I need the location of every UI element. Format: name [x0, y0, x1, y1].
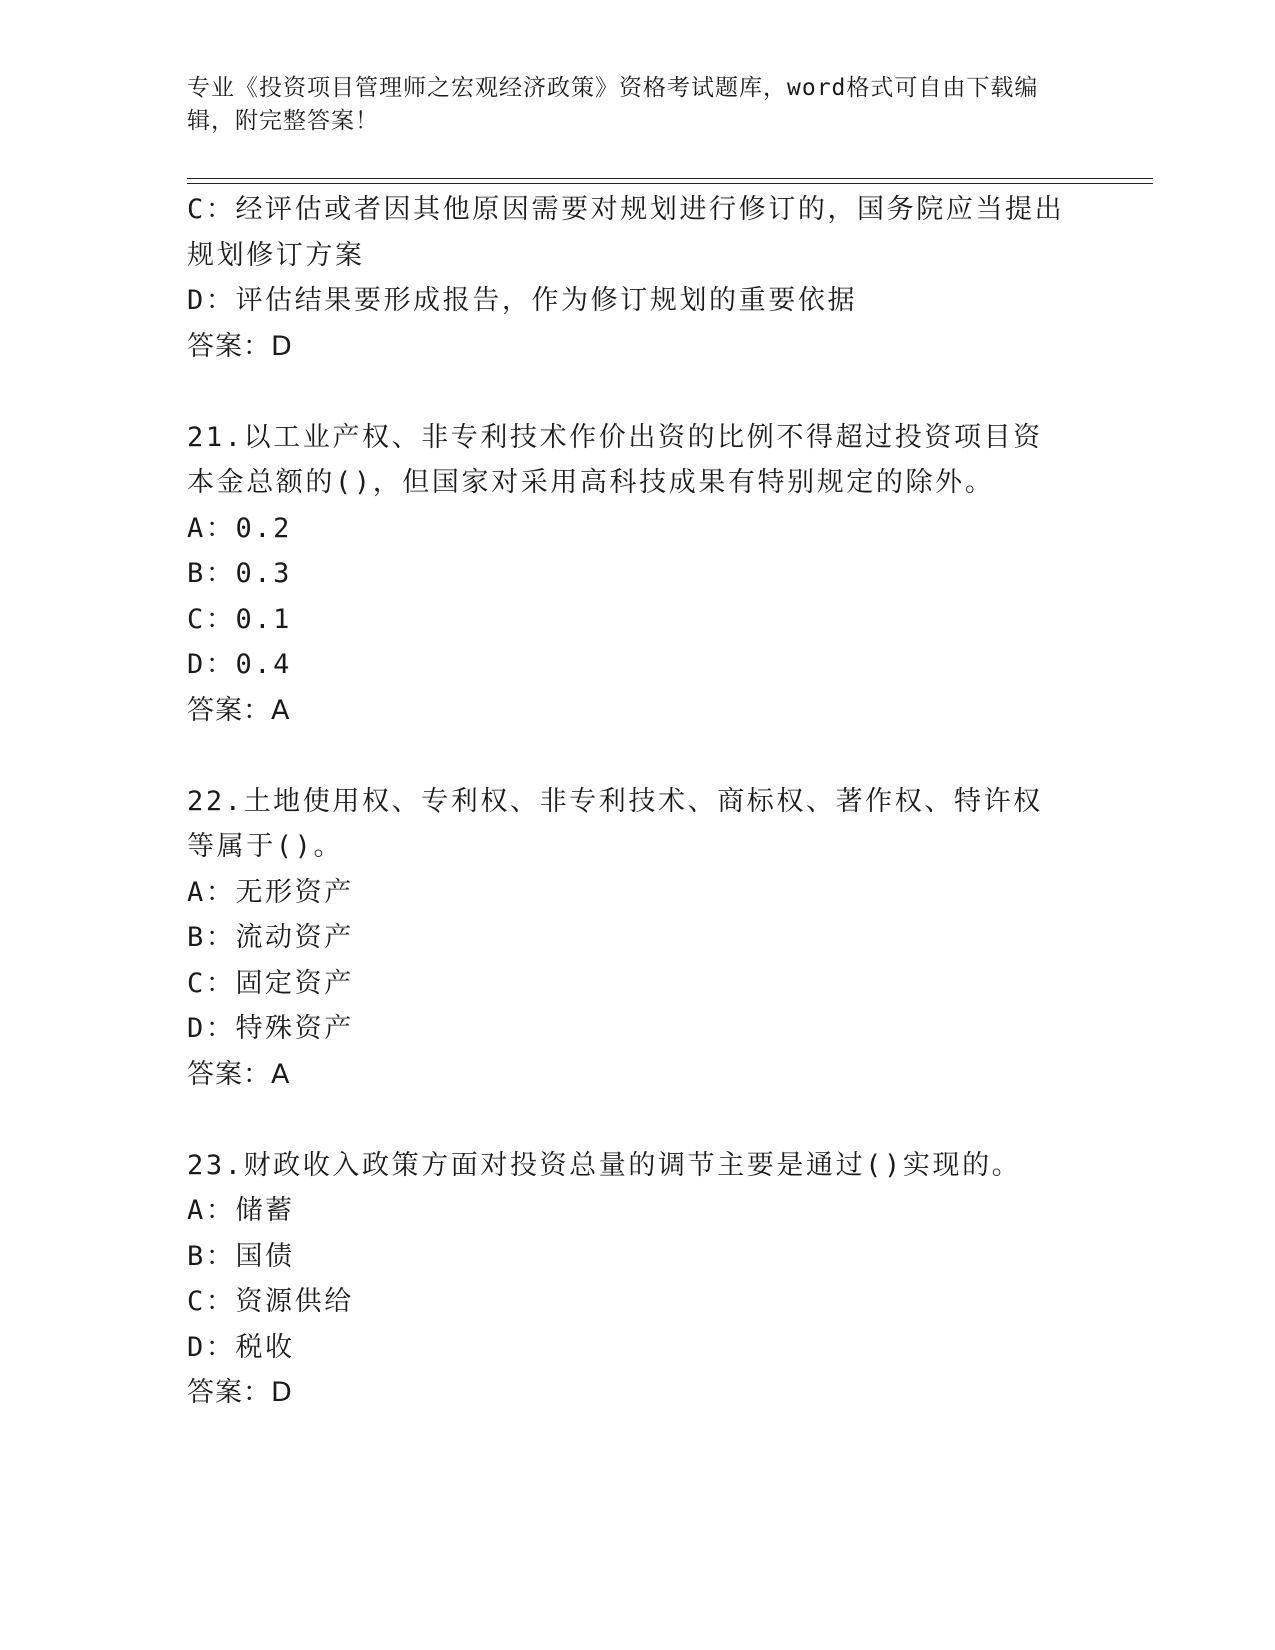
option-d: D：0.4: [187, 649, 293, 680]
option-a: A：无形资产: [187, 876, 354, 908]
spacer: [187, 1097, 1067, 1143]
question-stem: 23.财政收入政策方面对投资总量的调节主要是通过()实现的。: [187, 1149, 1022, 1181]
answer-line: 答案：D: [187, 330, 293, 362]
spacer: [187, 369, 1067, 415]
option-c: C：0.1: [187, 603, 293, 635]
option-b: B：国债: [187, 1240, 295, 1272]
question-block-20: [187, 187, 1067, 369]
answer-line: 答案：A: [187, 694, 291, 726]
option-b: B：0.3: [187, 558, 293, 589]
question-stem: 21.以工业产权、非专利技术作价出资的比例不得超过投资项目资本金总额的()，但国家对采用高科技成果有特别规定的除外。: [187, 421, 1043, 498]
question-content: [187, 187, 1067, 1416]
question-block-23: [187, 1143, 1067, 1416]
option-a: A：0.2: [187, 512, 293, 544]
option-c: C：经评估或者因其他原因需要对规划进行修订的，国务院应当提出规划修订方案: [187, 194, 1065, 271]
option-d: D：税收: [187, 1331, 295, 1363]
option-d: D：评估结果要形成报告，作为修订规划的重要依据: [187, 285, 858, 316]
answer-line: 答案：D: [187, 1377, 293, 1408]
option-c: C：资源供给: [187, 1286, 354, 1317]
option-a: A：储蓄: [187, 1195, 295, 1226]
option-b: B：流动资产: [187, 922, 354, 953]
option-d: D：特殊资产: [187, 1013, 354, 1044]
spacer: [187, 733, 1067, 779]
header-rule-top: [187, 178, 1153, 179]
option-c: C：固定资产: [187, 967, 354, 999]
question-block-22: [187, 779, 1067, 1098]
header-rule-bottom: [187, 183, 1153, 184]
document-header: 专业《投资项目管理师之宏观经济政策》资格考试题库，word格式可自由下载编辑，附完整答案！: [187, 75, 1039, 134]
question-stem: 22.土地使用权、专利权、非专利技术、商标权、著作权、特许权等属于()。: [187, 785, 1043, 862]
question-block-21: [187, 415, 1067, 734]
answer-line: 答案：A: [187, 1058, 291, 1090]
